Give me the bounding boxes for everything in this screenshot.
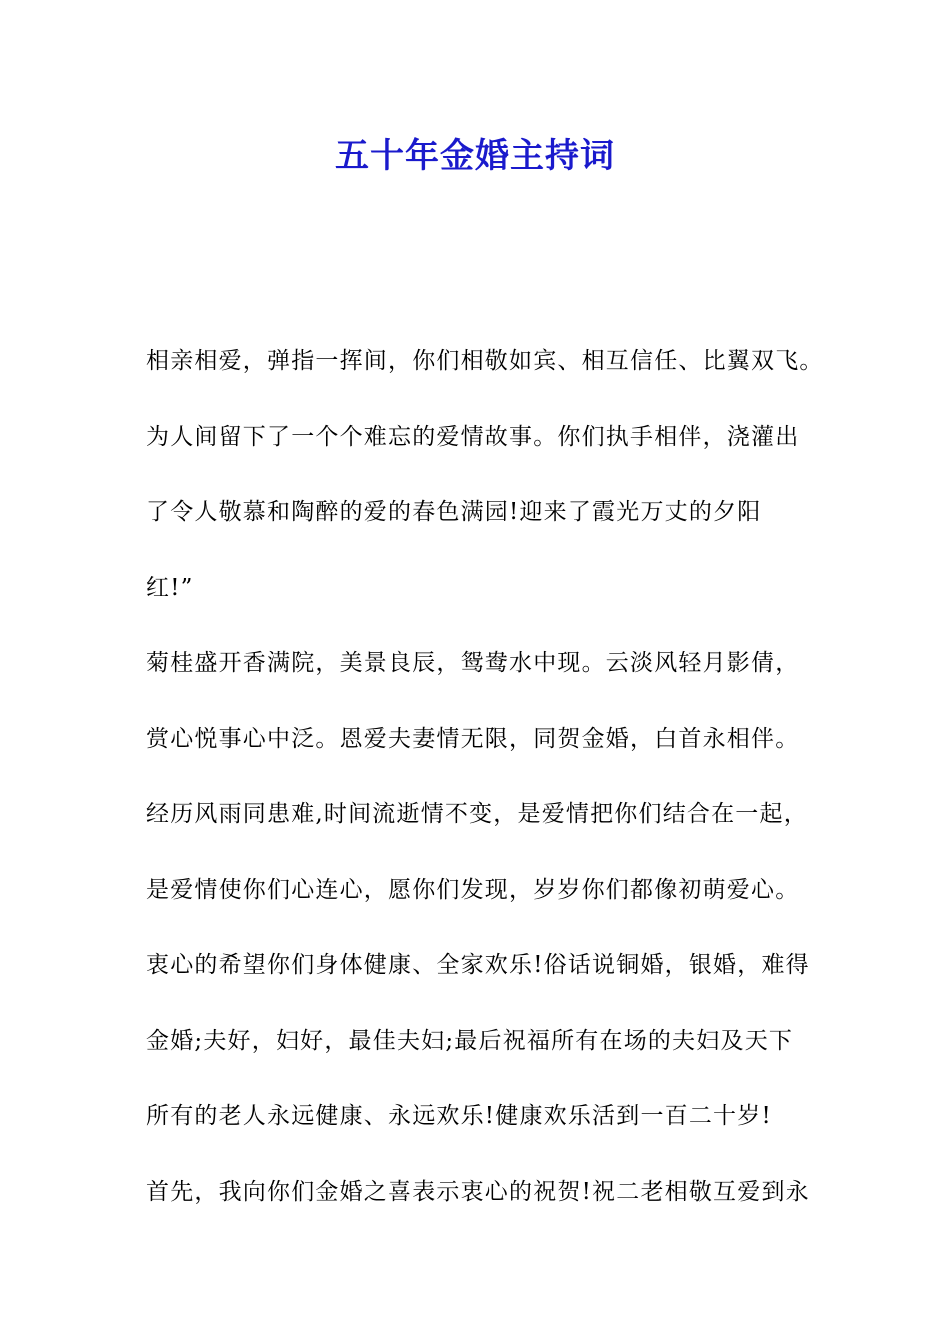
document-title: 五十年金婚主持词 (335, 136, 615, 176)
body-line: 是爱情使你们心连心，愿你们发现，岁岁你们都像初萌爱心。 (146, 876, 800, 903)
body-line: 为人间留下了一个个难忘的爱情故事。你们执手相伴，浇灌出 (146, 423, 800, 450)
body-line: 红!” (146, 574, 194, 601)
body-line: 首先，我向你们金婚之喜表示衷心的祝贺!祝二老相敬互爱到永 (146, 1178, 810, 1205)
body-line: 菊桂盛开香满院，美景良辰，鸳鸯水中现。云淡风轻月影倩， (146, 650, 800, 676)
body-line: 了令人敬慕和陶醉的爱的春色满园!迎来了霞光万丈的夕阳 (146, 499, 762, 525)
body-line: 赏心悦事心中泛。恩爱夫妻情无限，同贺金婚，白首永相伴。 (146, 725, 800, 752)
body-line: 衷心的希望你们身体健康、全家欢乐!俗话说铜婚，银婚，难得 (146, 952, 810, 978)
body-line: 金婚;夫好，妇好，最佳夫妇;最后祝福所有在场的夫妇及天下 (146, 1027, 794, 1054)
document-body (146, 336, 826, 1242)
body-line: 经历风雨同患难,时间流逝情不变，是爱情把你们结合在一起， (146, 801, 808, 827)
body-line: 所有的老人永远健康、永远欢乐!健康欢乐活到一百二十岁! (146, 1103, 772, 1129)
body-line: 相亲相爱，弹指一挥间，你们相敬如宾、相互信任、比翼双飞。 (146, 348, 824, 374)
